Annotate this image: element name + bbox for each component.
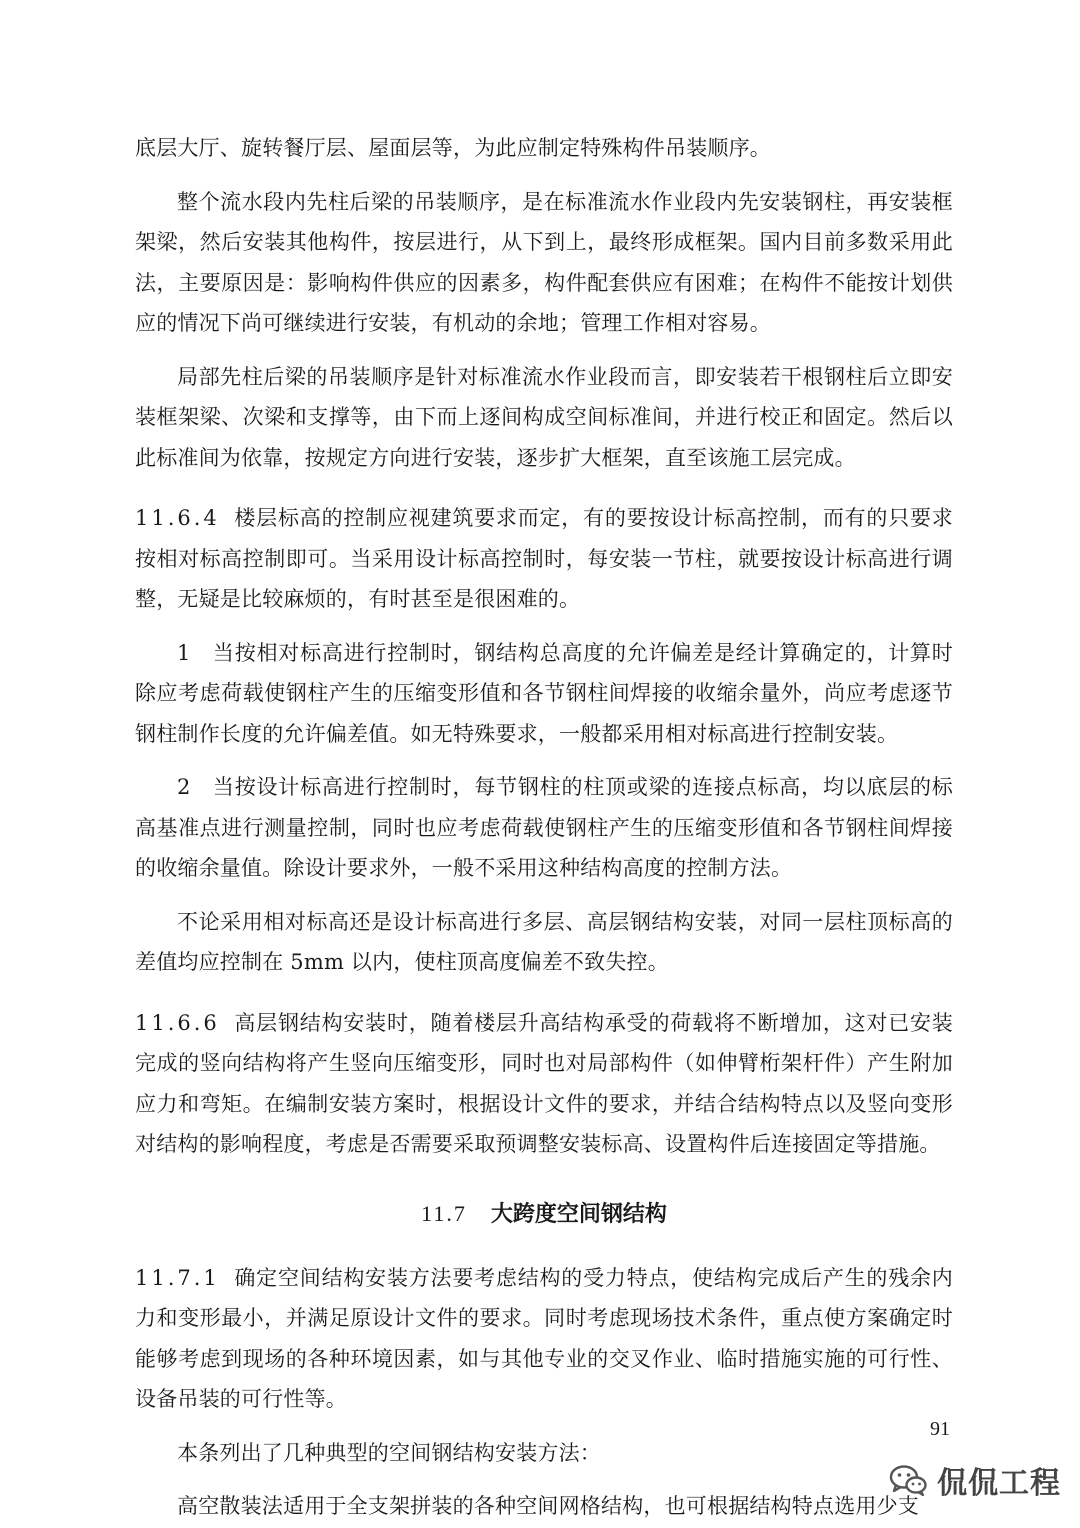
clause-text: 楼层标高的控制应视建筑要求而定，有的要按设计标高控制，而有的只要求按相对标高控制即可。当采用设计标高控制时，每安装一节柱，就要按设计标高进行调整，无疑是比较麻烦的，有时甚至是很困难的。 xyxy=(135,506,953,611)
section-title: 大跨度空间钢结构 xyxy=(490,1201,667,1227)
section-number: 11.7 xyxy=(421,1200,467,1226)
clause-number: 11.6.6 xyxy=(135,1010,220,1035)
clause-11-7-1 xyxy=(135,1258,953,1420)
paragraph-high-altitude-assembly: 高空散装法适用于全支架拼装的各种空间网格结构，也可根据结构特点选用少支 xyxy=(177,1494,919,1518)
paragraph-elevation-tolerance: 不论采用相对标高还是设计标高进行多层、高层钢结构安装，对同一层柱顶标高的差值均应控制在 5mm 以内，使柱顶高度偏差不致失控。 xyxy=(135,909,953,974)
clause-number: 11.7.1 xyxy=(135,1265,220,1290)
clause-number: 11.6.4 xyxy=(135,506,220,530)
document-body xyxy=(135,128,953,1527)
paragraph-local-column-first: 局部先柱后梁的吊装顺序是针对标准流水作业段而言，即安装若干根钢柱后立即安装框架梁、次梁和支撑等，由下而上逐间构成空间标准间，并进行校正和固定。然后以此标准间为依靠，按规定方向进行安装，逐步扩大框架，直至该施工层完成。 xyxy=(135,364,953,470)
clause-text: 高层钢结构安装时，随着楼层升高结构承受的荷载将不断增加，这对已安装完成的竖向结构将产生竖向压缩变形，同时也对局部构件（如伸臂桁架杆件）产生附加应力和弯矩。在编制安装方案时，根据设计文件的要求，并结合结构特点以及竖向变形对结构的影响程度，考虑是否需要采取预调整安装标高、设置构件后连接固定等措施。 xyxy=(135,1010,953,1156)
item-2-design-elevation: 2 当按设计标高进行控制时，每节钢柱的柱顶或梁的连接点标高，均以底层的标高基准点进行测量控制，同时也应考虑荷载使钢柱产生的压缩变形值和各节钢柱间焊接的收缩余量值。除设计要求外，一般不采用这种结构高度的控制方法。 xyxy=(135,775,953,880)
paragraph-methods-intro: 本条列出了几种典型的空间钢结构安装方法： xyxy=(177,1440,601,1465)
watermark xyxy=(889,1458,1061,1502)
paragraph-column-first: 整个流水段内先柱后梁的吊装顺序，是在标准流水作业段内先安装钢柱，再安装框架梁，然后安装其他构件，按层进行，从下到上，最终形成框架。国内目前多数采用此法，主要原因是：影响构件供应的因素多，构件配套供应有困难；在构件不能按计划供应的情况下尚可继续进行安装，有机动的余地；管理工作相对容易。 xyxy=(135,189,953,335)
clause-11-6-6 xyxy=(135,1003,953,1165)
watermark-text: 侃侃工程 xyxy=(937,1466,1061,1501)
section-heading xyxy=(135,1197,953,1232)
item-1-relative-elevation: 1 当按相对标高进行控制时，钢结构总高度的允许偏差是经计算确定的，计算时除应考虑荷载使钢柱产生的压缩变形值和各节钢柱间焊接的收缩余量外，尚应考虑逐节钢柱制作长度的允许偏差值。如无特殊要求，一般都采用相对标高进行控制安装。 xyxy=(135,640,953,746)
clause-11-6-4 xyxy=(135,498,953,620)
clause-text: 确定空间结构安装方法要考虑结构的受力特点，使结构完成后产生的残余内力和变形最小，并满足原设计文件的要求。同时考虑现场技术条件，重点使方案确定时能够考虑到现场的各种环境因素，如与其他专业的交叉作业、临时措施实施的可行性、设备吊装的可行性等。 xyxy=(135,1265,953,1411)
wechat-icon xyxy=(889,1464,927,1496)
paragraph-continued: 底层大厅、旋转餐厅层、屋面层等，为此应制定特殊构件吊装顺序。 xyxy=(135,136,771,160)
page-number: 91 xyxy=(930,1418,950,1440)
